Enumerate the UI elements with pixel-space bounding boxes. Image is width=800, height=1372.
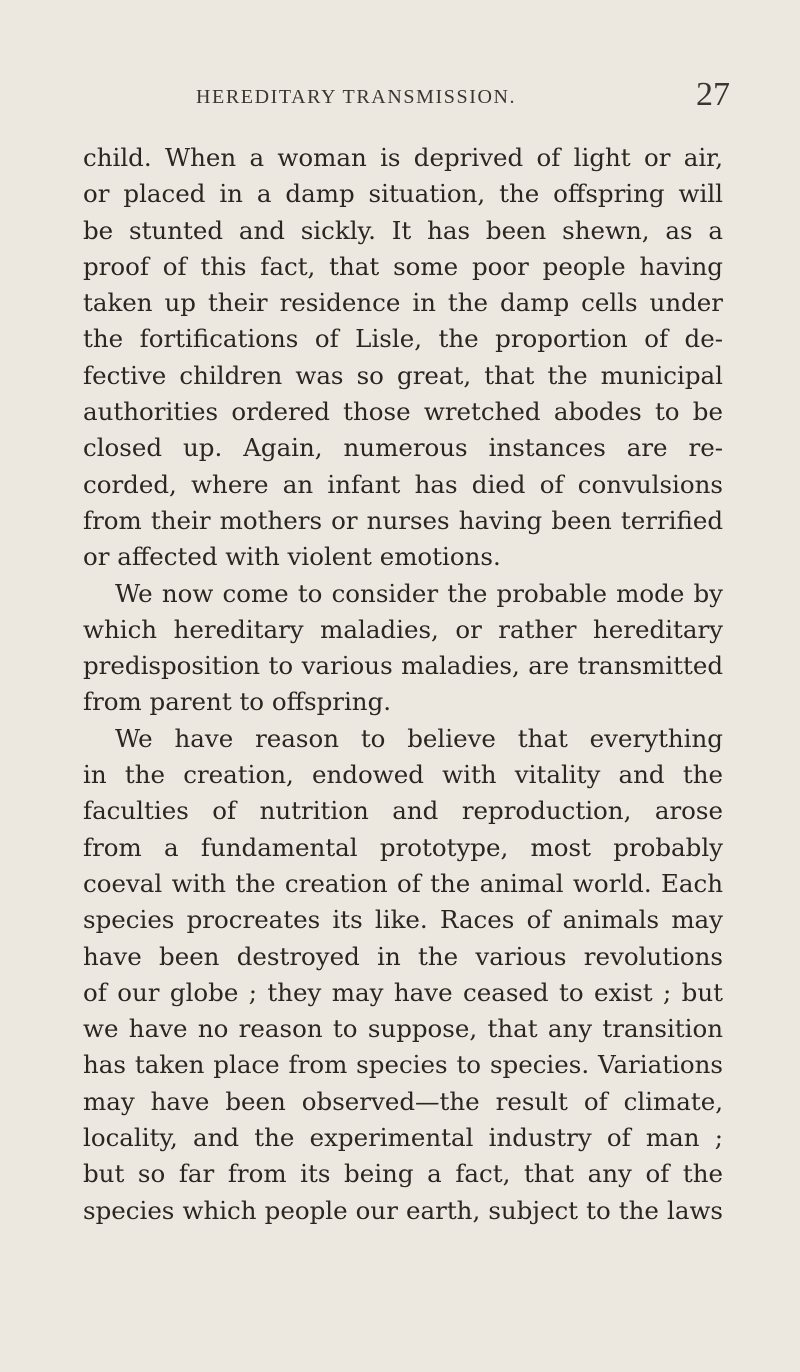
text-line: proof of this fact, that some poor people having [83, 251, 723, 281]
text-line: locality, and the experimental industry of man ; [83, 1123, 723, 1153]
text-line: predisposition to various maladies, are transmitted [83, 651, 723, 681]
text-line: the fortifications of Lisle, the proportion of de- [83, 324, 723, 354]
text-line: or placed in a damp situation, the offspring will [83, 179, 723, 209]
text-line: We have reason to believe that everything [115, 723, 723, 753]
text-line: corded, where an infant has died of convulsions [83, 469, 723, 499]
text-line: from parent to offspring. [83, 687, 392, 717]
text-line: child. When a woman is deprived of light or air, [83, 143, 723, 172]
text-line: but so far from its being a fact, that any of the [83, 1159, 723, 1189]
text-line: from their mothers or nurses having been terrified [83, 505, 723, 535]
text-line: faculties of nutrition and reproduction, arose [83, 796, 723, 826]
text-line: closed up. Again, numerous instances are re- [83, 433, 723, 463]
text-line: species procreates its like. Races of animals may [83, 905, 723, 935]
running-title: HEREDITARY TRANSMISSION. [196, 86, 517, 108]
text-line: or affected with violent emotions. [83, 542, 501, 572]
text-line: may have been observed—the result of climate, [83, 1086, 723, 1116]
text-line: authorities ordered those wretched abodes to be [83, 397, 723, 427]
text-line: be stunted and sickly. It has been shewn, as a [83, 215, 723, 245]
text-line: has taken place from species to species. Variations [83, 1050, 723, 1080]
text-line: taken up their residence in the damp cells under [83, 288, 723, 318]
running-head [0, 76, 800, 116]
text-line: in the creation, endowed with vitality and the [83, 760, 723, 790]
page-number: 27 [696, 76, 730, 113]
body-text [83, 140, 723, 1229]
text-line: which hereditary maladies, or rather hereditary [83, 614, 723, 644]
text-line: we have no reason to suppose, that any transition [83, 1014, 723, 1044]
text-line: We now come to consider the probable mode by [115, 578, 723, 608]
text-line: have been destroyed in the various revolutions [83, 941, 723, 971]
text-line: coeval with the creation of the animal world. Each [83, 868, 723, 898]
text-line: species which people our earth, subject to the laws [83, 1195, 723, 1225]
text-line: from a fundamental prototype, most probably [83, 832, 723, 862]
text-line: fective children was so great, that the municipal [83, 360, 723, 390]
text-line: of our globe ; they may have ceased to exist ; but [83, 977, 723, 1007]
